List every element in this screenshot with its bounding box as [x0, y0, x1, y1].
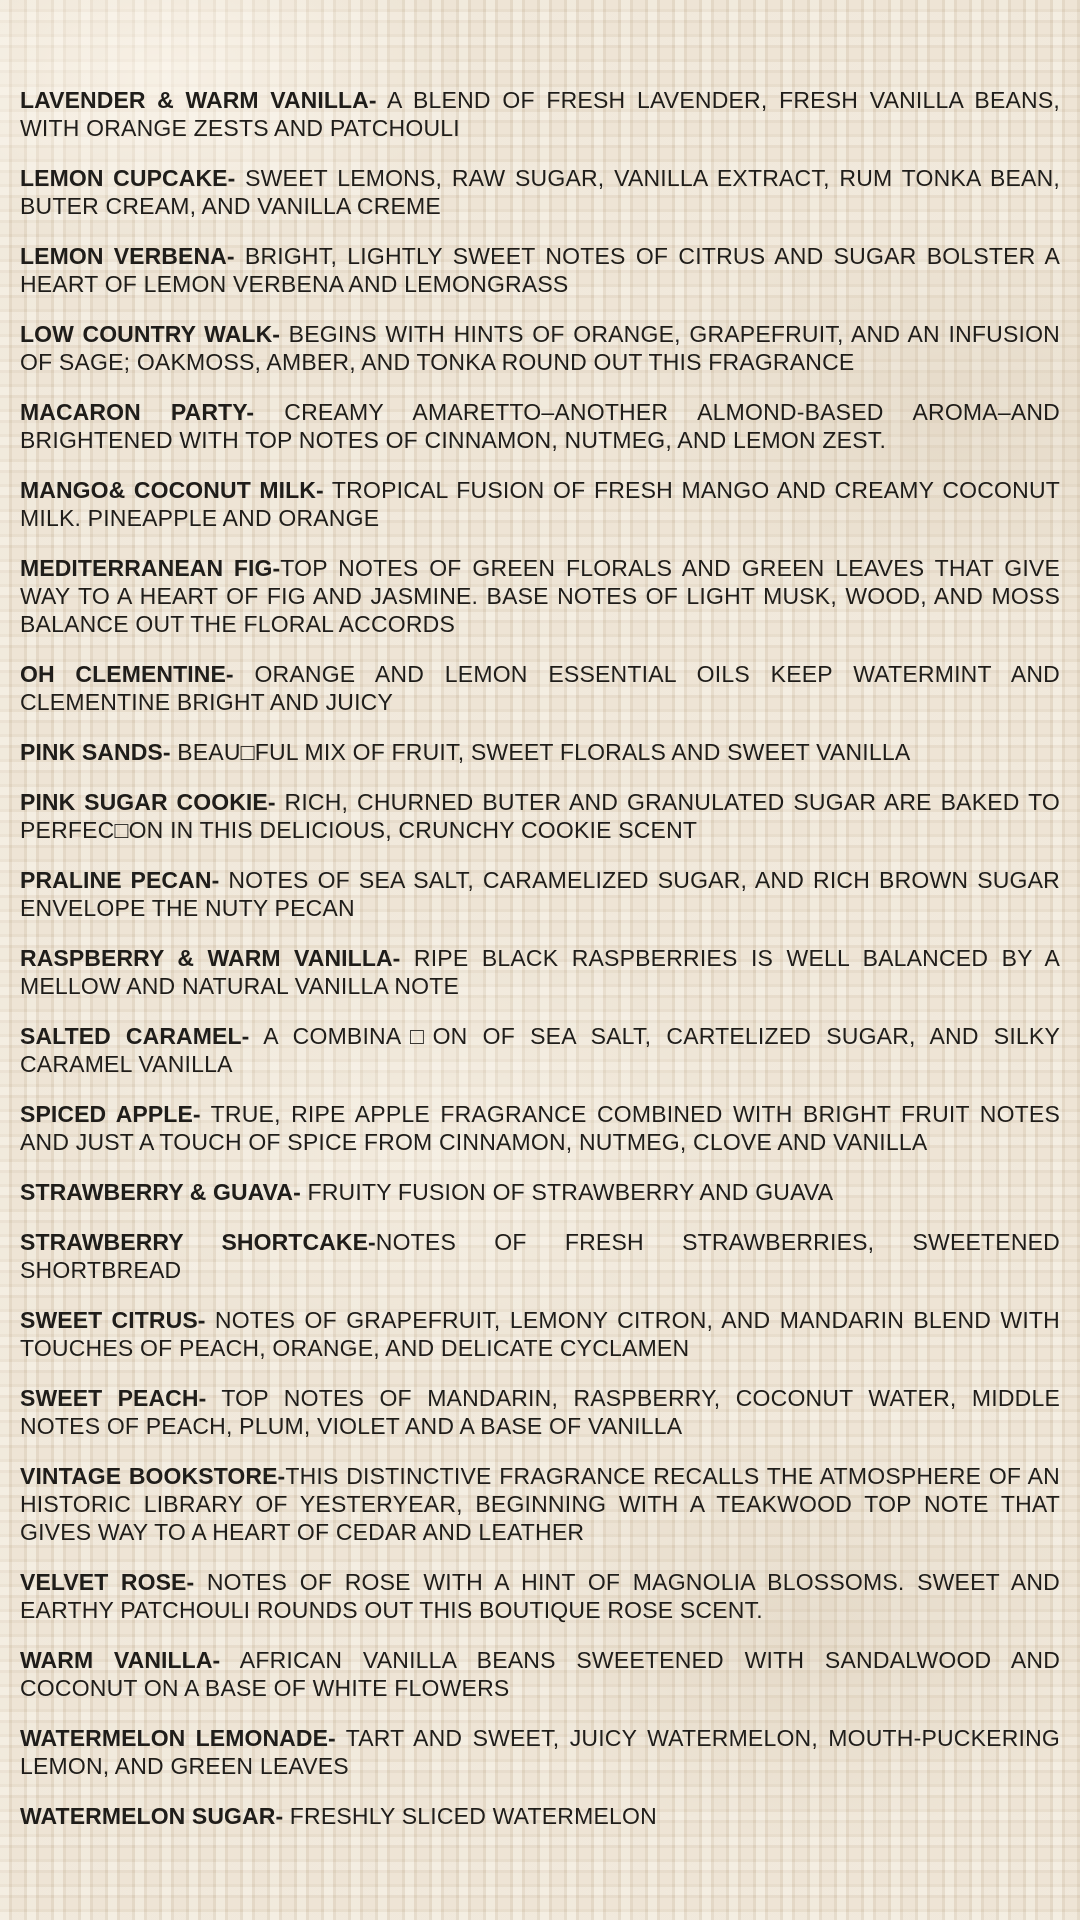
fragrance-item: [20, 1568, 1060, 1624]
fragrance-name: LOW COUNTRY WALK-: [20, 321, 281, 347]
fragrance-description: ORANGE AND LEMON ESSENTIAL OILS KEEP WATERMINT AND CLEMENTINE BRIGHT AND JUICY: [20, 661, 1060, 715]
fragrance-item: [20, 866, 1060, 922]
fragrance-item: [20, 660, 1060, 716]
fragrance-description: BEGINS WITH HINTS OF ORANGE, GRAPEFRUIT, AND AN INFUSION OF SAGE; OAKMOSS, AMBER, AND TONKA ROUND OUT THIS FRAGRANCE: [20, 321, 1060, 375]
fragrance-description: FRESHLY SLICED WATERMELON: [283, 1803, 657, 1829]
fragrance-name: VINTAGE BOOKSTORE-: [20, 1463, 286, 1489]
fragrance-name: OH CLEMENTINE-: [20, 661, 234, 687]
fragrance-name: LEMON CUPCAKE-: [20, 165, 236, 191]
fragrance-name: SPICED APPLE-: [20, 1101, 201, 1127]
fragrance-item: [20, 164, 1060, 220]
fragrance-item: [20, 320, 1060, 376]
fragrance-name: MEDITERRANEAN FIG-: [20, 555, 281, 581]
fragrance-description: TOP NOTES OF MANDARIN, RASPBERRY, COCONUT WATER, MIDDLE NOTES OF PEACH, PLUM, VIOLET AND A BASE OF VANILLA: [20, 1385, 1060, 1439]
fragrance-name: SWEET CITRUS-: [20, 1307, 206, 1333]
fragrance-item: [20, 1228, 1060, 1284]
fragrance-item: [20, 1646, 1060, 1702]
fragrance-item: [20, 1022, 1060, 1078]
fragrance-description: RICH, CHURNED BUTER AND GRANULATED SUGAR ARE BAKED TO PERFEC□ON IN THIS DELICIOUS, CRUNCHY COOKIE SCENT: [20, 789, 1061, 843]
fragrance-name: STRAWBERRY & GUAVA-: [20, 1179, 301, 1205]
fragrance-item: [20, 476, 1060, 532]
fragrance-item: [20, 86, 1060, 142]
fragrance-description: BEAU□FUL MIX OF FRUIT, SWEET FLORALS AND SWEET VANILLA: [170, 739, 911, 765]
fragrance-description: FRUITY FUSION OF STRAWBERRY AND GUAVA: [300, 1179, 834, 1205]
fragrance-item: [20, 1100, 1060, 1156]
fragrance-description: TRUE, RIPE APPLE FRAGRANCE COMBINED WITH BRIGHT FRUIT NOTES AND JUST A TOUCH OF SPICE FROM CINNAMON, NUTMEG, CLOVE AND VANILLA: [20, 1101, 1060, 1155]
fragrance-item: [20, 1802, 1060, 1830]
fragrance-description: TROPICAL FUSION OF FRESH MANGO AND CREAMY COCONUT MILK. PINEAPPLE AND ORANGE: [20, 477, 1061, 531]
fragrance-item: [20, 944, 1060, 1000]
fragrance-description: TOP NOTES OF GREEN FLORALS AND GREEN LEAVES THAT GIVE WAY TO A HEART OF FIG AND JASMINE. BASE NOTES OF LIGHT MUSK, WOOD, AND MOSS BALANCE OUT THE FLORAL ACCORDS: [20, 555, 1060, 637]
fragrance-description: NOTES OF SEA SALT, CARAMELIZED SUGAR, AND RICH BROWN SUGAR ENVELOPE THE NUTY PECAN: [20, 867, 1060, 921]
fragrance-name: WATERMELON SUGAR-: [20, 1803, 284, 1829]
fragrance-description: THIS DISTINCTIVE FRAGRANCE RECALLS THE ATMOSPHERE OF AN HISTORIC LIBRARY OF YESTERYEAR, BEGINNING WITH A TEAKWOOD TOP NOTE THAT GIVES WAY TO A HEART OF CEDAR AND LEATHER: [20, 1463, 1060, 1545]
fragrance-description: SWEET LEMONS, RAW SUGAR, VANILLA EXTRACT, RUM TONKA BEAN, BUTER CREAM, AND VANILLA CREME: [20, 165, 1060, 219]
fragrance-item: [20, 788, 1060, 844]
fragrance-item: [20, 1384, 1060, 1440]
fragrance-description: NOTES OF FRESH STRAWBERRIES, SWEETENED SHORTBREAD: [20, 1229, 1060, 1283]
fragrance-name: PINK SANDS-: [20, 739, 171, 765]
fragrance-description: TART AND SWEET, JUICY WATERMELON, MOUTH-PUCKERING LEMON, AND GREEN LEAVES: [20, 1725, 1060, 1779]
fragrance-description: AFRICAN VANILLA BEANS SWEETENED WITH SANDALWOOD AND COCONUT ON A BASE OF WHITE FLOWERS: [20, 1647, 1061, 1701]
fragrance-description: A BLEND OF FRESH LAVENDER, FRESH VANILLA BEANS, WITH ORANGE ZESTS AND PATCHOULI: [20, 87, 1060, 141]
fragrance-description: CREAMY AMARETTO–ANOTHER ALMOND-BASED AROMA–AND BRIGHTENED WITH TOP NOTES OF CINNAMON, NUTMEG, AND LEMON ZEST.: [20, 399, 1060, 453]
fragrance-list: [20, 86, 1060, 1830]
fragrance-description: NOTES OF ROSE WITH A HINT OF MAGNOLIA BLOSSOMS. SWEET AND EARTHY PATCHOULI ROUNDS OUT THIS BOUTIQUE ROSE SCENT.: [20, 1569, 1060, 1623]
fragrance-name: WATERMELON LEMONADE-: [20, 1725, 336, 1751]
fragrance-name: LAVENDER & WARM VANILLA-: [20, 87, 377, 113]
fragrance-name: MANGO& COCONUT MILK-: [20, 477, 324, 503]
fragrance-name: SWEET PEACH-: [20, 1385, 207, 1411]
fragrance-description: A COMBINA□ON OF SEA SALT, CARTELIZED SUGAR, AND SILKY CARAMEL VANILLA: [20, 1023, 1060, 1077]
fragrance-name: SALTED CARAMEL-: [20, 1023, 250, 1049]
fragrance-item: [20, 1306, 1060, 1362]
fragrance-item: [20, 1178, 1060, 1206]
fragrance-name: VELVET ROSE-: [20, 1569, 195, 1595]
fragrance-description: BRIGHT, LIGHTLY SWEET NOTES OF CITRUS AND SUGAR BOLSTER A HEART OF LEMON VERBENA AND LEMONGRASS: [20, 243, 1060, 297]
fragrance-name: PINK SUGAR COOKIE-: [20, 789, 276, 815]
fragrance-item: [20, 738, 1060, 766]
fragrance-name: LEMON VERBENA-: [20, 243, 235, 269]
fragrance-name: WARM VANILLA-: [20, 1647, 221, 1673]
fragrance-name: PRALINE PECAN-: [20, 867, 220, 893]
fragrance-name: RASPBERRY & WARM VANILLA-: [20, 945, 401, 971]
fragrance-item: [20, 398, 1060, 454]
fragrance-description: RIPE BLACK RASPBERRIES IS WELL BALANCED BY A MELLOW AND NATURAL VANILLA NOTE: [20, 945, 1060, 999]
fragrance-name: STRAWBERRY SHORTCAKE-: [20, 1229, 376, 1255]
fragrance-item: [20, 1724, 1060, 1780]
fragrance-item: [20, 1462, 1060, 1546]
fragrance-item: [20, 242, 1060, 298]
fragrance-item: [20, 554, 1060, 638]
fragrance-description: NOTES OF GRAPEFRUIT, LEMONY CITRON, AND MANDARIN BLEND WITH TOUCHES OF PEACH, ORANGE, AND DELICATE CYCLAMEN: [20, 1307, 1060, 1361]
fragrance-name: MACARON PARTY-: [20, 399, 255, 425]
